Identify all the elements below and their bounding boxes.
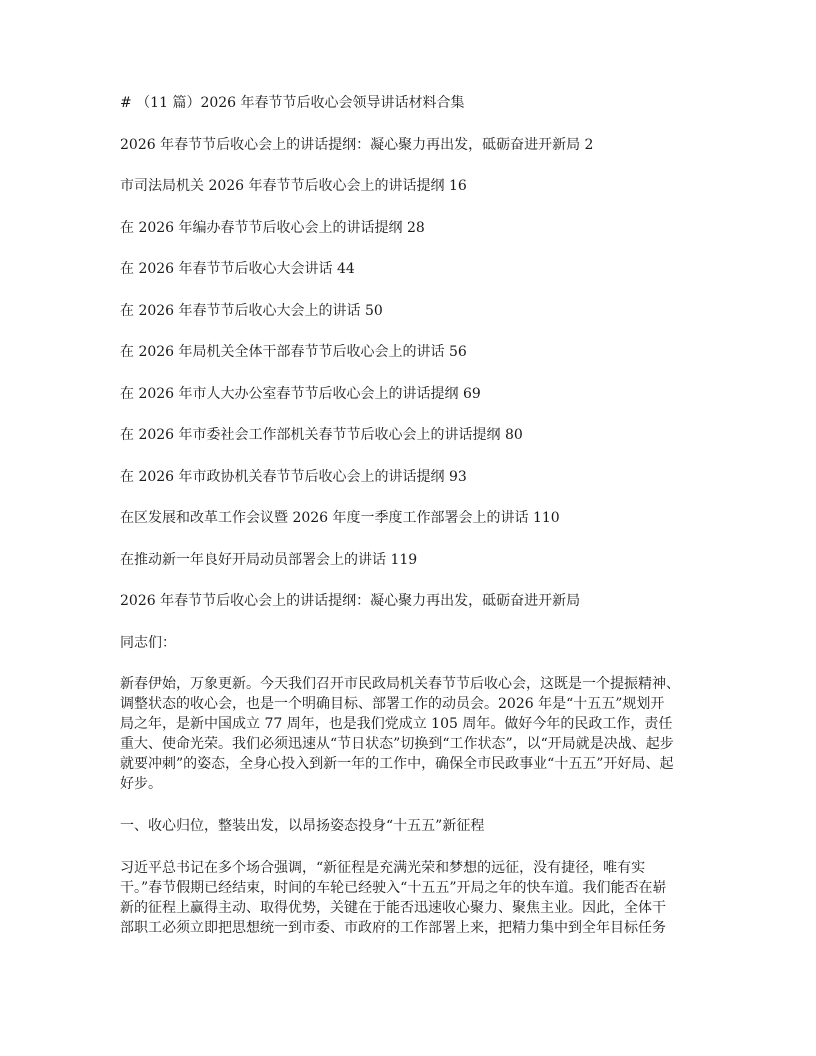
salutation: 同志们： [120,634,176,651]
paragraph-line: 就要冲刺”的姿态，全身心投入到新一年的工作中，确保全市民政事业“十五五”开好局、起 [120,756,674,772]
article-title: 2026 年春节节后收心会上的讲话提纲：凝心聚力再出发，砥砺奋进开新局 [120,593,581,609]
toc-item: 在 2026 年局机关全体干部春节节后收心会上的讲话 56 [120,344,467,360]
paragraph-line: 局之年，是新中国成立 77 周年，也是我们党成立 105 周年。做好今年的民政工作，责任 [120,716,673,732]
toc-item: 在 2026 年春节节后收心大会讲话 44 [120,261,355,277]
toc-item: 在 2026 年市委社会工作部机关春节节后收心会上的讲话提纲 80 [120,427,523,443]
toc-item: 2026 年春节节后收心会上的讲话提纲：凝心聚力再出发，砥砺奋进开新局 2 [120,136,594,153]
paragraph-line: 习近平总书记在多个场合强调，“新征程是充满光荣和梦想的远征，没有捷径，唯有实 [120,859,646,876]
toc-item: 在推动新一年良好开局动员部署会上的讲话 119 [120,551,418,568]
paragraph-line: 新春伊始，万象更新。今天我们召开市民政局机关春节节后收心会，这既是一个提振精神、 [120,676,680,692]
toc-item: 在 2026 年编办春节节后收心会上的讲话提纲 28 [120,219,425,236]
toc-item: 在 2026 年市人大办公室春节节后收心会上的讲话提纲 69 [120,385,481,402]
paragraph-line: 部职工必须立即把思想统一到市委、市政府的工作部署上来，把精力集中到全年目标任务 [120,919,666,936]
document-heading: # （11 篇）2026 年春节节后收心会领导讲话材料合集 [120,95,465,111]
paragraph-line: 新的征程上赢得主动、取得优势，关键在于能否迅速收心聚力、聚焦主业。因此，全体干 [120,899,666,916]
paragraph-line: 重大、使命光荣。我们必须迅速从“节日状态”切换到“工作状态”，以“开局就是决战、起步 [120,736,674,752]
section-heading: 一、收心归位，整装出发，以昂扬姿态投身“十五五”新征程 [120,818,485,834]
section-paragraph [120,858,696,938]
toc-item: 在 2026 年市政协机关春节节后收心会上的讲话提纲 93 [120,468,467,485]
intro-paragraph [120,674,696,794]
toc-item: 在 2026 年春节节后收心大会上的讲话 50 [120,302,383,319]
paragraph-line: 好步。 [120,776,162,792]
toc-item: 市司法局机关 2026 年春节节后收心会上的讲话提纲 16 [120,178,467,194]
document-page [120,93,696,958]
paragraph-line: 干。”春节假期已经结束，时间的车轮已经驶入“十五五”开局之年的快车道。我们能否在崭 [120,879,667,896]
paragraph-line: 调整状态的收心会，也是一个明确目标、部署工作的动员会。2026 年是“十五五”规划开 [120,696,665,712]
toc-item: 在区发展和改革工作会议暨 2026 年度一季度工作部署会上的讲话 110 [120,510,560,526]
table-of-contents [120,135,696,570]
